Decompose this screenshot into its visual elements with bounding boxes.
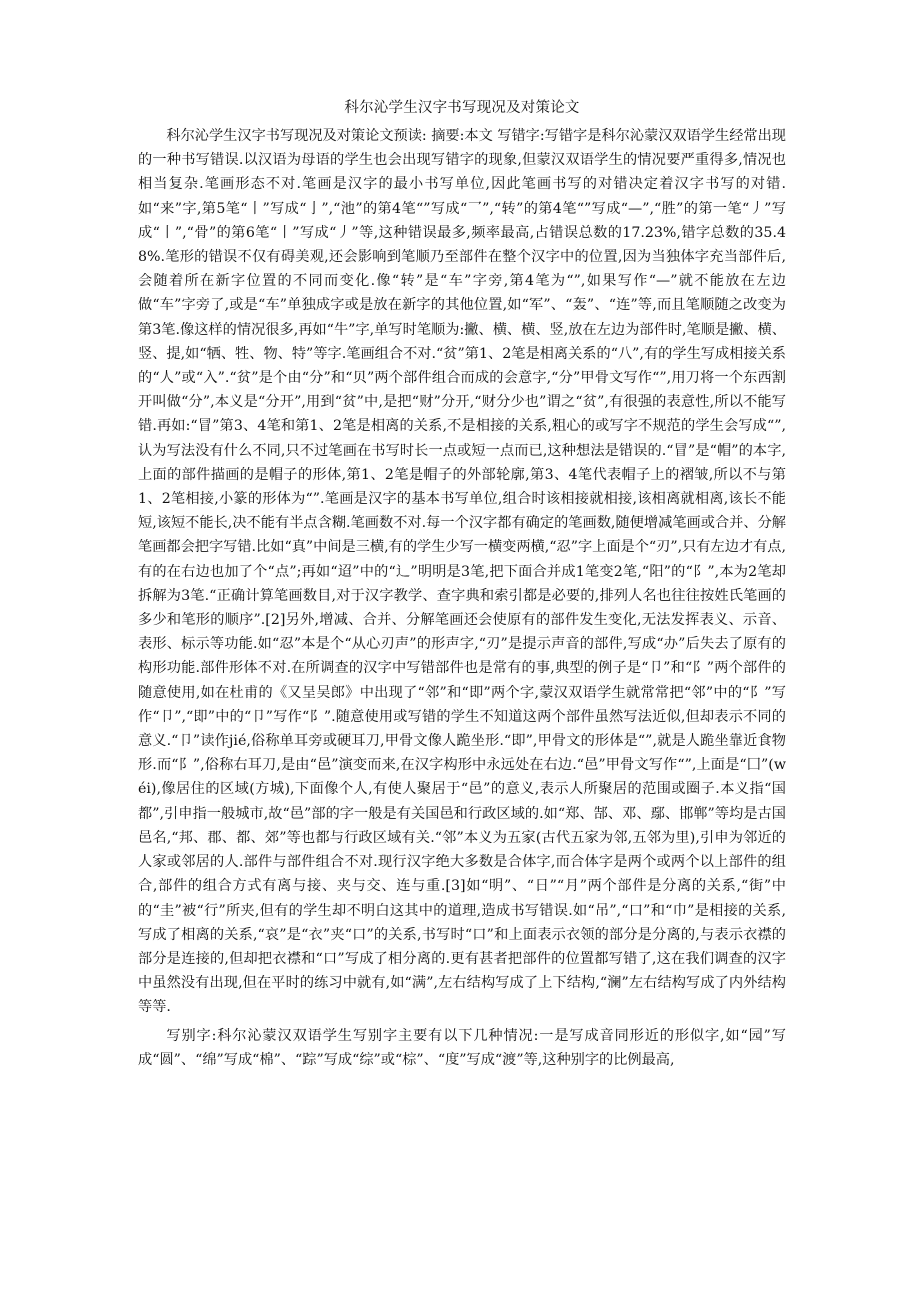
body-paragraph-2: 写别字:科尔沁蒙汉双语学生写别字主要有以下几种情况:一是写成音同形近的形似字,如“园”写成“圆”、“绵”写成“棉”、“踪”写成“综”或“棕”、“度”写成“渡”等,这种别字的比例最高, <box>138 1027 786 1068</box>
body-paragraph-1: 科尔沁学生汉字书写现况及对策论文预读: 摘要:本文 写错字:写错字是科尔沁蒙汉双语学生经常出现的一种书写错误.以汉语为母语的学生也会出现写错字的现象,但蒙汉双语学生的情况要严重得多,情况也相当复杂.笔画形态不对.笔画是汉字的最小书写单位,因此笔画书写的对错决定着汉字书写的对错.如“来”字,第5笔“丨”写成“亅”,“池”的第4笔“”写成“乛”,“转”的第4笔“”写成“—”,“胜”的第一笔“丿”写成“丨”,“骨”的第6笔“丨”写成“丿”等,这种错误最多,频率最高,占错误总数的17.23%,错字总数的35.48%.笔形的错误不仅有碍美观,还会影响到笔顺乃至部件在整个汉字中的位置,因为当独体字充当部件后,会随着所在新字位置的不同而变化.像“转”是“车”字旁,第4笔为“”,如果写作“—”就不能放在左边做“车”字旁了,或是“车”单独成字或是放在新字的其他位置,如“军”、“轰”、“连”等,而且笔顺随之改变为第3笔.像这样的情况很多,再如“牛”字,单写时笔顺为:撇、横、横、竖,放在左边为部件时,笔顺是撇、横、竖、提,如“牺、牲、物、特”等字.笔画组合不对.“贫”第1、2笔是相离关系的“八”,有的学生写成相接关系的“人”或“入”.“贫”是个由“分”和“贝”两个部件组合而成的会意字,“分”甲骨文写作“”,用刀将一个东西割开叫做“分”,本义是“分开”,用到“贫”中,是把“财”分开,“财分少也”谓之“贫”,有很强的表意性,所以不能写错.再如:“冒”第3、4笔和第1、2笔是相离的关系,不是相接的关系,粗心的或写字不规范的学生会写成“”,认为写法没有什么不同,只不过笔画在书写时长一点或短一点而已,这种想法是错误的.“冒”是“帽”的本字,上面的部件描画的是帽子的形体,第1、2笔是帽子的外部轮廓,第3、4笔代表帽子上的褶皱,所以不与第1、2笔相接,小篆的形体为“”.笔画是汉字的基本书写单位,组合时该相接就相接,该相离就相离,该长不能短,该短不能长,决不能有半点含糊.笔画数不对.每一个汉字都有确定的笔画数,随便增减笔画或合并、分解笔画都会把字写错.比如“真”中间是三横,有的学生少写一横变两横,“忍”字上面是个“刃”,只有左边才有点,有的在右边也加了个“点”;再如“迢”中的“辶”明明是3笔,把下面合并成1笔变2笔,“阳”的“阝”,本为2笔却拆解为3笔.“正确计算笔画数目,对于汉字教学、查字典和索引都是必要的,排列人名也往往按姓氏笔画的多少和笔形的顺序”.[2]另外,增减、合并、分解笔画还会使原有的部件发生变化,无法发挥表义、示音、表形、标示等功能.如“忍”本是个“从心刃声”的形声字,“刃”是提示声音的部件,写成“办”后失去了原有的构形功能.部件形体不对.在所调查的汉字中写错部件也是常有的事,典型的例子是“卩”和“阝”两个部件的随意使用,如在杜甫的《又呈吴郎》中出现了“邻”和“即”两个字,蒙汉双语学生就常常把“邻”中的“阝”写作“卩”,“即”中的“卩”写作“阝”.随意使用或写错的学生不知道这两个部件虽然写法近似,但却表示不同的意义.“卩”读作jié,俗称单耳旁或硬耳刀,甲骨文像人跪坐形.“即”,甲骨文的形体是“”,就是人跪坐靠近食物形.而“阝”,俗称右耳刀,是由“邑”演变而来,在汉字构形中永远处在右边.“邑”甲骨文写作“”,上面是“囗”(wéi),像居住的区域(方城),下面像个人,有使人聚居于“邑”的意义,表示人所聚居的范围或圈子.本义指“国都”,引申指一般城市,故“邑”部的字一般是有关国邑和行政区域的.如“郑、郜、邓、鄢、邯郸”等均是古国邑名,“邦、郡、都、郊”等也都与行政区域有关.“邻”本义为五家(古代五家为邻,五邻为里),引申为邻近的人家或邻居的人.部件与部件组合不对.现行汉字绝大多数是合体字,而合体字是两个或两个以上部件的组合,部件的组合方式有离与接、夹与交、连与重.[3]如“明”、“日”“月”两个部件是分离的关系,“街”中的“圭”被“行”所夹,但有的学生却不明白这其中的道理,造成书写错误.如“吊”,“口”和“巾”是相接的关系,写成了相离的关系,“哀”是“衣”夹“口”的关系,书写时“口”和上面表示衣领的部分是分离的,与表示衣襟的部分是连接的,但却把衣襟和“口”写成了相分离的.更有甚者把部件的位置都写错了,这在我们调查的汉字中虽然没有出现,但在平时的练习中就有,如“满”,左右结构写成了上下结构,“澜”左右结构写成了内外结构等等. <box>138 128 786 1016</box>
document-title: 科尔沁学生汉字书写现况及对策论文 <box>344 100 580 116</box>
document-page <box>138 98 786 1072</box>
